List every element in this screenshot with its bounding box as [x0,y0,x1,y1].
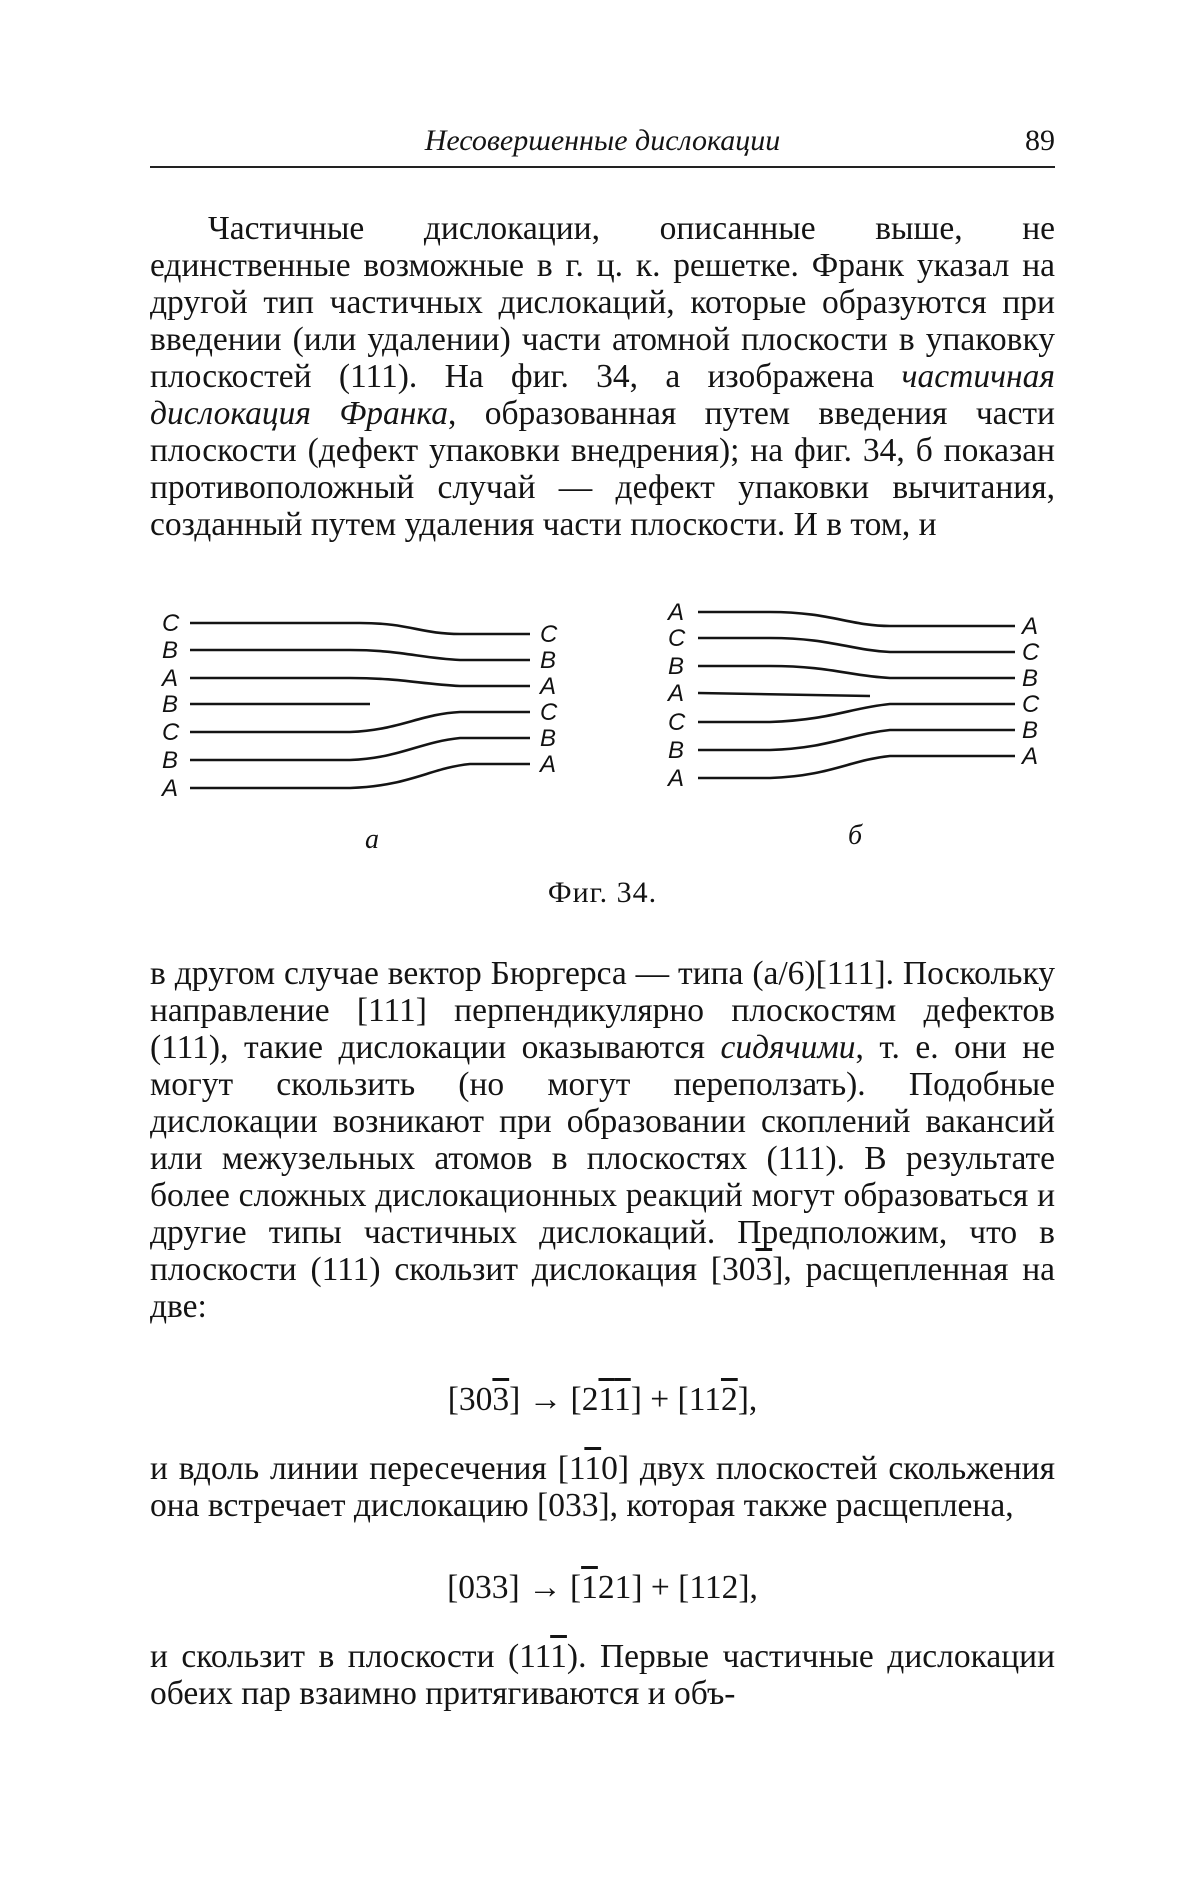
label-a-left-6: B [162,747,179,774]
label-a-left-1: C [162,610,180,637]
figure-34a-sublabel: а [365,824,379,855]
label-b-right-2: C [1022,639,1040,666]
formula-1-bar-2: 1 [598,1381,615,1418]
formula-1-part-4: ], [737,1381,758,1418]
plane-a-7 [190,764,530,788]
label-a-right-4: C [540,699,558,726]
plane-a-1 [190,623,530,634]
paragraph-2-emphasis: сидячими [720,1029,856,1066]
paragraph-2-overline-digit: 3 [755,1251,773,1288]
figure-34a-right-labels [538,621,558,778]
label-b-left-3: B [668,653,685,680]
formula-2-part-2: 21] + [112], [597,1569,758,1606]
plane-a-5 [190,712,530,732]
paragraph-4-text: и скользит в плоскости (11 [150,1638,551,1675]
figure-34b-planes [698,612,1015,778]
figure-34a-left-labels [160,610,180,802]
figure-34b-right-labels [1020,613,1040,770]
label-a-left-7: A [162,775,179,802]
figure-34b-left-labels [666,599,686,792]
paragraph-2 [150,955,1055,1325]
formula-2 [150,1568,1055,1608]
plane-a-2 [190,650,530,660]
label-b-left-1: A [668,599,685,626]
label-a-right-1: C [540,621,558,648]
label-b-right-4: C [1022,691,1040,718]
formula-1-bar-1: 3 [492,1381,510,1418]
page-number: 89 [1025,124,1055,157]
paragraph-3 [150,1450,1055,1524]
running-title: Несовершенные дислокации [424,124,781,157]
formula-1-bar-4: 2 [720,1381,738,1418]
plane-b-1 [698,612,1015,626]
formula-1-part-3: ] + [11 [630,1381,721,1418]
label-b-left-4: A [668,680,685,707]
plane-b-5 [698,704,1015,722]
plane-a-3 [190,678,530,686]
paragraph-4-overline-digit: 1 [550,1638,567,1675]
paragraph-1-text: Частичные дислокации, описанные выше, не единственные возможные в г. ц. к. решетке. Франк указал на другой тип частичных дислокаций, которые образуются при введении (или удалении) части атомной плоскости в упаковку плоскостей (111). На фиг. 34, а изображена [150,210,1055,395]
formula-1-part-1: [30 [447,1381,493,1418]
figure-34a-planes [190,623,530,788]
label-b-right-5: B [1022,717,1039,744]
paragraph-3-overline-digit: 1 [584,1450,602,1487]
figure-34b-sublabel: б [848,820,863,851]
paragraph-2-text-cont: , т. е. они не могут скользить (но могут переползать). Подобные дислокации возникают при образовании скоплений вакансий или межузельных атомов в плоскостях (111). В результате более сложных дислокационных реакций могут образоваться и другие типы частичных дислокаций. Предположим, что в плоскости (111) скользит дислокация [30 [150,1029,1055,1288]
plane-b-2 [698,638,1015,652]
label-b-right-3: B [1022,665,1039,692]
paragraph-2-text-end: ], расщепленная на две: [150,1251,1055,1325]
formula-1 [150,1380,1055,1420]
plane-a-6 [190,738,530,760]
figure-caption: Фиг. 34. [547,876,658,909]
plane-b-3 [698,666,1015,678]
label-b-right-1: A [1022,613,1039,640]
formula-2-part-1: [033] → [ [447,1569,582,1606]
label-b-left-7: A [668,765,685,792]
plane-b-6 [698,730,1015,750]
figure-34 [150,598,1055,898]
label-a-right-3: A [540,673,557,700]
formula-1-bar-3: 1 [614,1381,631,1418]
label-a-right-5: B [540,725,557,752]
label-a-left-2: B [162,637,179,664]
figure-34-drawing [150,598,1055,898]
paragraph-3-text: и вдоль линии пересечения [1 [150,1450,585,1487]
label-a-right-2: B [540,647,557,674]
running-header [150,122,1055,168]
label-a-left-3: A [162,665,179,692]
label-b-right-6: A [1022,743,1039,770]
formula-1-part-2: ] → [2 [509,1381,599,1418]
label-a-left-4: B [162,691,179,718]
paragraph-2-text: в другом случае вектор Бюргерса — типа (a/6)[111]. Поскольку направление [111] перпендикулярно плоскостям дефектов (111), такие дислокации оказываются [150,955,1055,1066]
paragraph-1 [150,210,1055,543]
label-a-right-6: A [540,751,557,778]
label-b-left-2: C [668,625,686,652]
plane-b-4-removed-edge [698,693,870,696]
label-b-left-5: C [668,709,686,736]
label-b-left-6: B [668,737,685,764]
paragraph-1-text-end: , образованная путем введения части плоскости (дефект упаковки внедрения); на фиг. 34, б показан противоположный случай — дефект упаковки вычитания, созданный путем удаления части плоскости. И в том, и [150,395,1055,543]
paragraph-4-text-end: ). Первые частичные дислокации обеих пар взаимно притягиваются и объ- [150,1638,1056,1712]
paragraph-1-emphasis: частичная дислокация Франка [150,358,1055,432]
formula-2-bar-1: 1 [581,1569,598,1606]
plane-b-7 [698,756,1015,778]
label-a-left-5: C [162,719,180,746]
paragraph-4 [150,1638,1055,1712]
paragraph-3-text-end: 0] двух плоскостей скольжения она встречает дислокацию [033], которая также расщеплена, [150,1450,1055,1524]
